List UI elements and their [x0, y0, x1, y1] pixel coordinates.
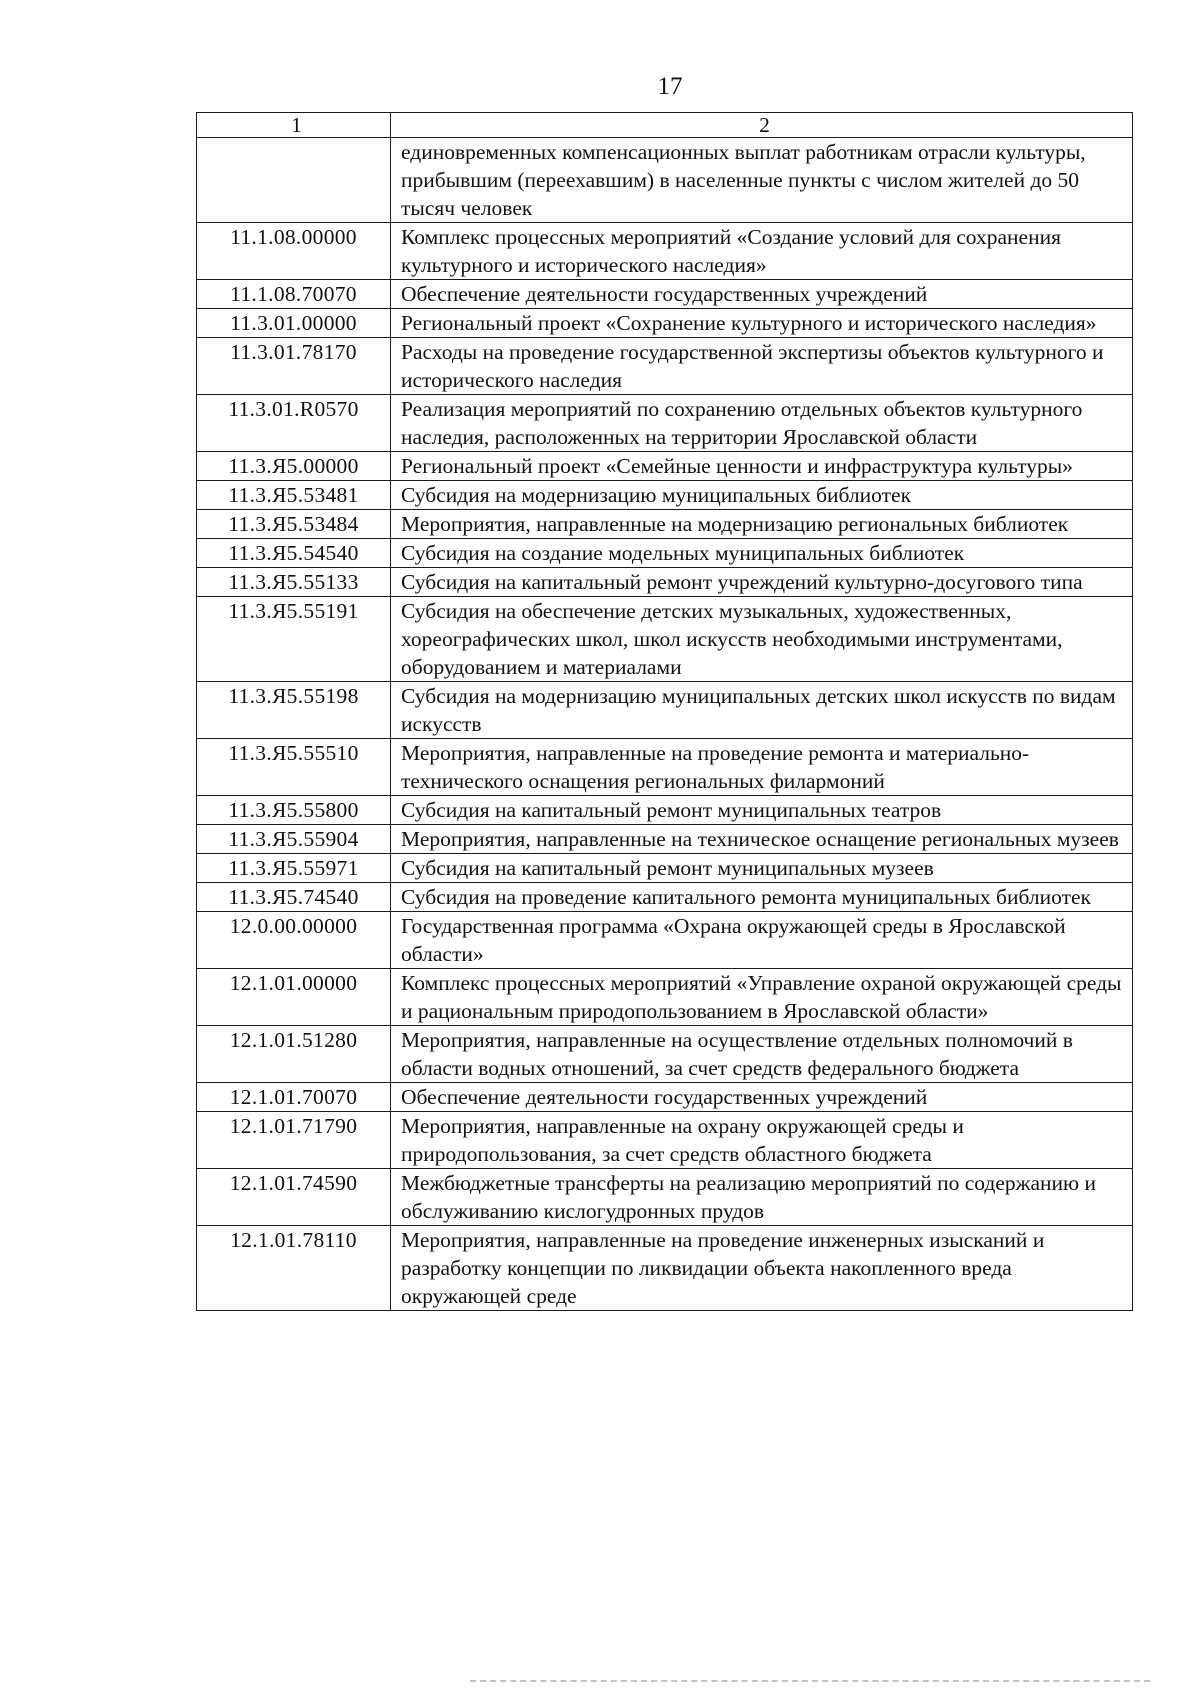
row-code: 11.3.Я5.55133 [197, 568, 391, 597]
row-code: 11.3.01.R0570 [197, 395, 391, 452]
table-row [197, 825, 1133, 854]
row-description: Субсидия на капитальный ремонт муниципальных театров [391, 796, 1133, 825]
table-row [197, 138, 1133, 223]
table-row [197, 969, 1133, 1026]
table-row [197, 796, 1133, 825]
row-code: 11.3.01.78170 [197, 338, 391, 395]
row-description: Субсидия на капитальный ремонт муниципальных музеев [391, 854, 1133, 883]
row-description: Субсидия на модернизацию муниципальных библиотек [391, 481, 1133, 510]
row-description: Субсидия на модернизацию муниципальных детских школ искусств по видам искусств [391, 682, 1133, 739]
table-row [197, 1226, 1133, 1311]
page-number: 17 [657, 73, 683, 100]
row-description: Мероприятия, направленные на проведение ремонта и материально-технического оснащения региональных филармоний [391, 739, 1133, 796]
row-code: 11.1.08.00000 [197, 223, 391, 280]
row-code: 11.3.Я5.55904 [197, 825, 391, 854]
row-code: 11.3.01.00000 [197, 309, 391, 338]
column-header-1: 1 [197, 113, 391, 138]
table-row [197, 395, 1133, 452]
row-description: Мероприятия, направленные на осуществление отдельных полномочий в области водных отношений, за счет средств федерального бюджета [391, 1026, 1133, 1083]
row-description: Мероприятия, направленные на техническое оснащение региональных музеев [391, 825, 1133, 854]
table-row [197, 1026, 1133, 1083]
row-description: Комплекс процессных мероприятий «Создание условий для сохранения культурного и исторического наследия» [391, 223, 1133, 280]
classification-table [196, 112, 1133, 1311]
row-code: 12.1.01.51280 [197, 1026, 391, 1083]
row-description: Региональный проект «Семейные ценности и инфраструктура культуры» [391, 452, 1133, 481]
row-code: 11.3.Я5.53484 [197, 510, 391, 539]
row-description: Расходы на проведение государственной экспертизы объектов культурного и исторического наследия [391, 338, 1133, 395]
row-code: 11.3.Я5.00000 [197, 452, 391, 481]
row-description: Мероприятия, направленные на модернизацию региональных библиотек [391, 510, 1133, 539]
row-code: 11.3.Я5.55800 [197, 796, 391, 825]
table-row [197, 682, 1133, 739]
row-description: Мероприятия, направленные на проведение инженерных изысканий и разработку концепции по ликвидации объекта накопленного вреда окружающей среде [391, 1226, 1133, 1311]
row-description: Региональный проект «Сохранение культурного и исторического наследия» [391, 309, 1133, 338]
row-code: 11.3.Я5.55191 [197, 597, 391, 682]
row-description: Реализация мероприятий по сохранению отдельных объектов культурного наследия, расположенных на территории Ярославской области [391, 395, 1133, 452]
table-row [197, 481, 1133, 510]
row-code: 12.1.01.71790 [197, 1112, 391, 1169]
row-description: Комплекс процессных мероприятий «Управление охраной окружающей среды и рациональным природопользованием в Ярославской области» [391, 969, 1133, 1026]
column-header-2: 2 [391, 113, 1133, 138]
row-code: 11.1.08.70070 [197, 280, 391, 309]
table-row [197, 223, 1133, 280]
row-code: 11.3.Я5.55198 [197, 682, 391, 739]
row-description: Субсидия на проведение капитального ремонта муниципальных библиотек [391, 883, 1133, 912]
row-code: 12.1.01.00000 [197, 969, 391, 1026]
table-row [197, 280, 1133, 309]
row-code: 12.0.00.00000 [197, 912, 391, 969]
row-description: Обеспечение деятельности государственных учреждений [391, 280, 1133, 309]
table-body [197, 113, 1133, 1311]
scan-artifact-line [470, 1680, 1150, 1685]
row-description: единовременных компенсационных выплат работникам отрасли культуры, прибывшим (переехавшим) в населенные пункты с числом жителей до 50 тысяч человек [391, 138, 1133, 223]
row-description: Межбюджетные трансферты на реализацию мероприятий по содержанию и обслуживанию кислогудронных прудов [391, 1169, 1133, 1226]
row-code: 11.3.Я5.74540 [197, 883, 391, 912]
row-code: 11.3.Я5.55971 [197, 854, 391, 883]
row-description: Субсидия на обеспечение детских музыкальных, художественных, хореографических школ, школ искусств необходимыми инструментами, оборудованием и материалами [391, 597, 1133, 682]
table-row [197, 568, 1133, 597]
row-description: Субсидия на капитальный ремонт учреждений культурно-досугового типа [391, 568, 1133, 597]
row-code [197, 138, 391, 223]
table-row [197, 309, 1133, 338]
table-row [197, 1169, 1133, 1226]
row-description: Обеспечение деятельности государственных учреждений [391, 1083, 1133, 1112]
row-description: Государственная программа «Охрана окружающей среды в Ярославской области» [391, 912, 1133, 969]
row-code: 12.1.01.78110 [197, 1226, 391, 1311]
row-code: 11.3.Я5.53481 [197, 481, 391, 510]
table-row [197, 338, 1133, 395]
table-row [197, 912, 1133, 969]
row-description: Субсидия на создание модельных муниципальных библиотек [391, 539, 1133, 568]
table-row [197, 1083, 1133, 1112]
table-row [197, 1112, 1133, 1169]
table-row [197, 597, 1133, 682]
table-row [197, 854, 1133, 883]
row-code: 12.1.01.74590 [197, 1169, 391, 1226]
row-code: 11.3.Я5.55510 [197, 739, 391, 796]
table-row [197, 739, 1133, 796]
table-row [197, 539, 1133, 568]
row-description: Мероприятия, направленные на охрану окружающей среды и природопользования, за счет средств областного бюджета [391, 1112, 1133, 1169]
table-row [197, 452, 1133, 481]
row-code: 12.1.01.70070 [197, 1083, 391, 1112]
row-code: 11.3.Я5.54540 [197, 539, 391, 568]
table-row [197, 883, 1133, 912]
table-header-row [197, 113, 1133, 138]
table-row [197, 510, 1133, 539]
